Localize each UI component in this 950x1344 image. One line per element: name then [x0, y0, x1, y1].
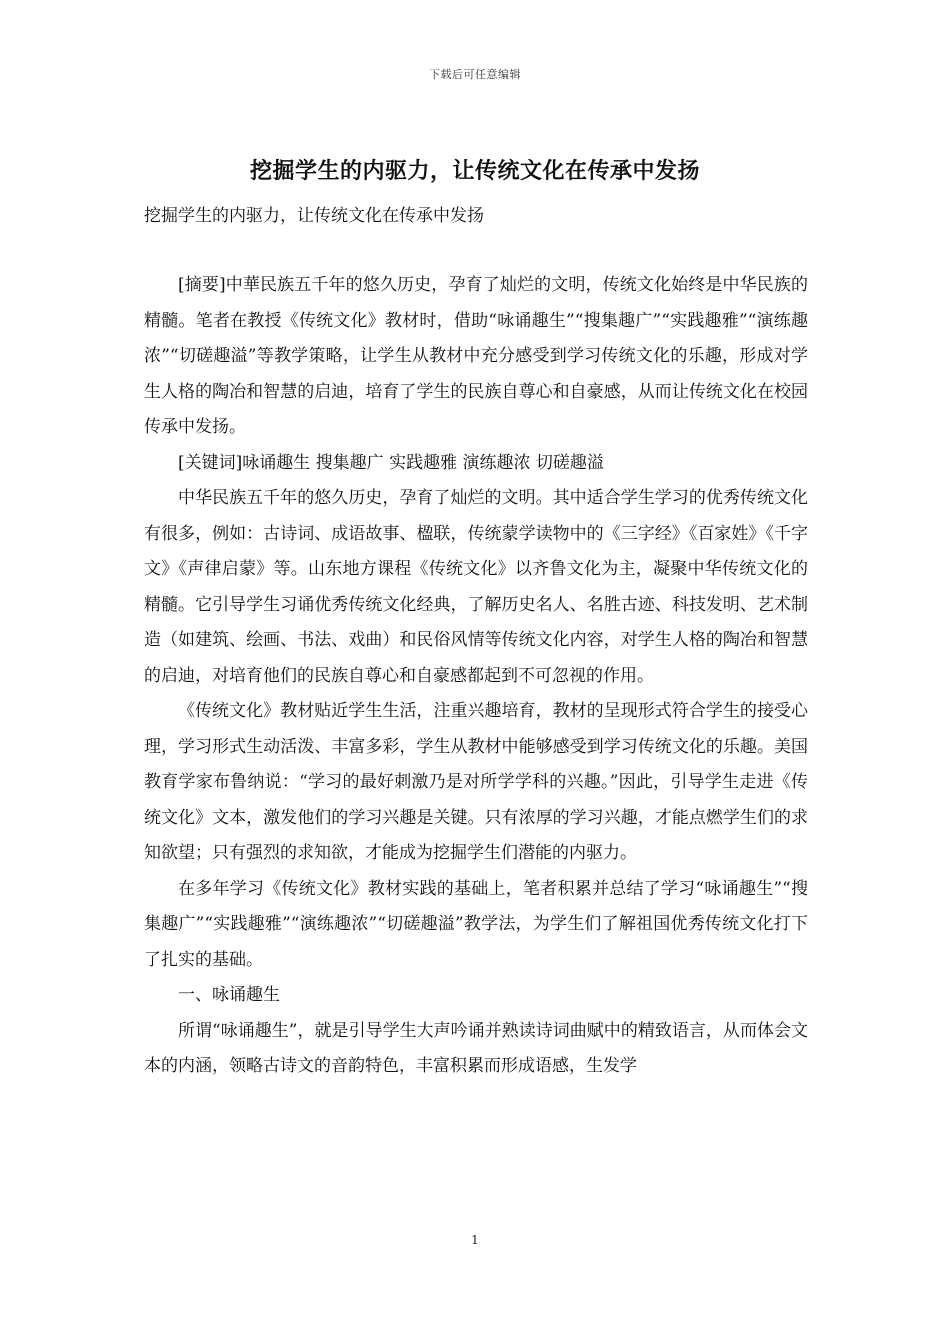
document-body [144, 268, 808, 1085]
keywords-paragraph: [关键词]咏诵趣生 搜集趣广 实践趣雅 演练趣浓 切磋趣溢 [178, 452, 604, 473]
body-paragraph: 在多年学习《传统文化》教材实践的基础上，笔者积累并总结了学习“咏诵趣生”“搜集趣广”“实践趣雅”“演练趣浓”“切磋趣溢”教学法，为学生们了解祖国优秀传统文化打下了扎实的基础。 [144, 878, 808, 970]
document-subtitle: 挖掘学生的内驱力，让传统文化在传承中发扬 [144, 206, 484, 226]
header-note: 下载后可任意编辑 [429, 68, 521, 81]
abstract-paragraph: [摘要]中華民族五千年的悠久历史，孕育了灿烂的文明，传统文化始终是中华民族的精髓。笔者在教授《传统文化》教材时，借助“咏诵趣生”“搜集趣广”“实践趣雅”“演练趣浓”“切磋趣溢”等教学策略，让学生从教材中充分感受到学习传统文化的乐趣，形成对学生人格的陶冶和智慧的启迪，培育了学生的民族自尊心和自豪感，从而让传统文化在校园传承中发扬。 [144, 275, 808, 437]
page-number: 1 [471, 1233, 479, 1247]
body-paragraph: 《传统文化》教材贴近学生生活，注重兴趣培育，教材的呈现形式符合学生的接受心理，学习形式生动活泼、丰富多彩，学生从教材中能够感受到学习传统文化的乐趣。美国教育学家布鲁纳说：“学习的最好刺激乃是对所学学科的兴趣。”因此，引导学生走进《传统文化》文本，激发他们的学习兴趣是关键。只有浓厚的学习兴趣，才能点燃学生们的求知欲望；只有强烈的求知欲，才能成为挖掘学生们潜能的内驱力。 [144, 701, 808, 863]
body-paragraph: 中华民族五千年的悠久历史，孕育了灿烂的文明。其中适合学生学习的优秀传统文化有很多，例如：古诗词、成语故事、楹联，传统蒙学读物中的《三字经》《百家姓》《千字文》《声律启蒙》等。山东地方课程《传统文化》以齐鲁文化为主，凝聚中华传统文化的精髓。它引导学生习诵优秀传统文化经典，了解历史名人、名胜古迹、科技发明、艺术制造（如建筑、绘画、书法、戏曲）和民俗风情等传统文化内容，对学生人格的陶冶和智慧的启迪，对培育他们的民族自尊心和自豪感都起到不可忽视的作用。 [144, 488, 808, 686]
section-heading: 一、咏诵趣生 [178, 985, 280, 1005]
document-title: 挖掘学生的内驱力，让传统文化在传承中发扬 [249, 158, 700, 184]
body-paragraph: 所谓“咏诵趣生”，就是引导学生大声吟诵并熟读诗词曲赋中的精致语言，从而体会文本的内涵，领略古诗文的音韵特色，丰富积累而形成语感，生发学 [144, 1020, 808, 1076]
